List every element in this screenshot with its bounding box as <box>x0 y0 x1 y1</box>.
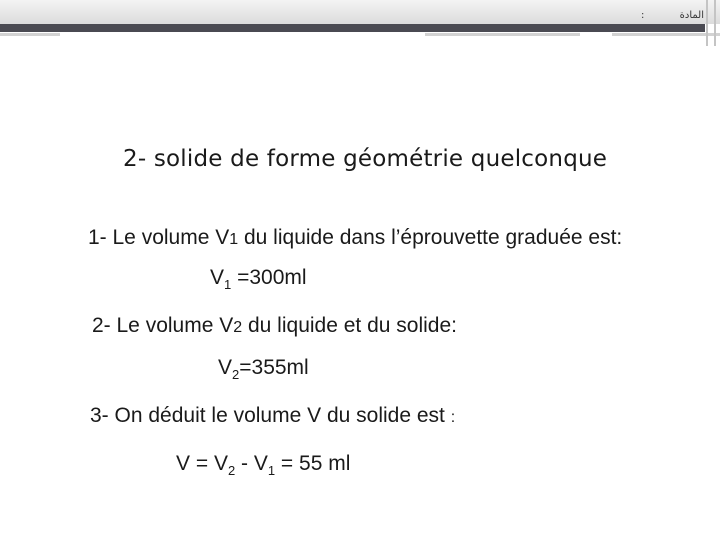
subject-label: المادة <box>679 10 704 21</box>
subject-colon: : <box>641 10 645 21</box>
step-2-text: 2- Le volume V2 du liquide et du solide: <box>92 314 457 337</box>
solid-volume-result: $V = V_2 - V_1 = 55$ ml <box>176 452 351 478</box>
header-rule-light-left <box>0 33 60 36</box>
step-3-text: 3- On déduit le volume V du solide est : <box>90 404 456 427</box>
header-edge-line <box>706 0 708 46</box>
header-edge-line <box>714 0 716 46</box>
header-rule-dark <box>0 24 705 32</box>
header-rule-light-middle <box>425 33 580 36</box>
header-rule-light-right <box>612 33 720 36</box>
volume-v1-value: $V_1 =300ml$ <box>210 266 307 292</box>
header-bar <box>0 0 720 24</box>
section-title: 2- solide de forme géométrie quelconque <box>123 146 608 172</box>
step-1-text: 1- Le volume V1 du liquide dans l’éprouvette graduée est: <box>88 226 623 249</box>
volume-v2-value: $V_2=355ml$ <box>218 356 309 382</box>
